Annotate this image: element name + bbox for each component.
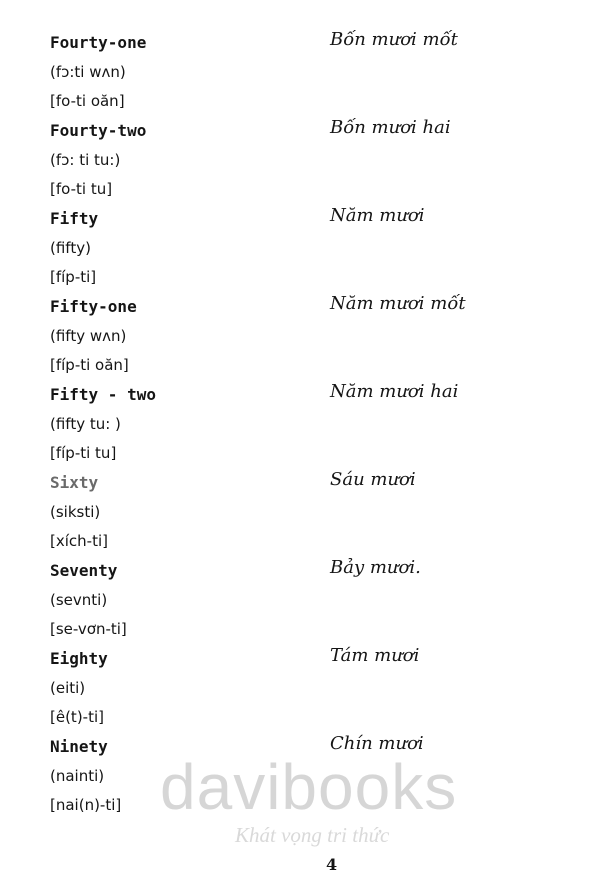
entry-51 bbox=[0, 293, 600, 385]
vietnamese-meaning: Chín mươi bbox=[330, 733, 424, 754]
vietnamese-meaning: Năm mươi bbox=[330, 205, 425, 226]
ipa-pronunciation: (eiti) bbox=[50, 679, 86, 697]
vietnamese-meaning: Năm mươi mốt bbox=[330, 293, 466, 314]
vietnamese-pronunciation: [fíp-ti] bbox=[50, 268, 97, 286]
english-word: Fifty bbox=[50, 209, 99, 228]
english-word: Fifty-one bbox=[50, 297, 137, 316]
vietnamese-pronunciation: [fíp-ti oăn] bbox=[50, 356, 129, 374]
entry-41 bbox=[0, 29, 600, 121]
ipa-pronunciation: (fɔ: ti tu:) bbox=[50, 151, 121, 169]
ipa-pronunciation: (fifty wʌn) bbox=[50, 327, 127, 345]
entry-90 bbox=[0, 733, 600, 825]
english-word: Fourty-one bbox=[50, 33, 147, 52]
english-word: Seventy bbox=[50, 561, 118, 580]
english-word: Sixty bbox=[50, 473, 99, 492]
watermark-slogan: Khát vọng tri thức bbox=[235, 823, 390, 847]
vietnamese-pronunciation: [se-vơn-ti] bbox=[50, 620, 127, 638]
vietnamese-pronunciation: [ê(t)-ti] bbox=[50, 708, 104, 726]
vietnamese-pronunciation: [nai(n)-ti] bbox=[50, 796, 122, 814]
ipa-pronunciation: (sevnti) bbox=[50, 591, 108, 609]
vietnamese-pronunciation: [fíp-ti tu] bbox=[50, 444, 117, 462]
ipa-pronunciation: (fɔ:ti wʌn) bbox=[50, 63, 126, 81]
english-word: Fourty-two bbox=[50, 121, 147, 140]
ipa-pronunciation: (fifty tu: ) bbox=[50, 415, 121, 433]
page-number: 4 bbox=[326, 855, 338, 874]
entry-52 bbox=[0, 381, 600, 473]
entry-80 bbox=[0, 645, 600, 737]
vietnamese-meaning: Năm mươi hai bbox=[330, 381, 459, 402]
entry-60 bbox=[0, 469, 600, 561]
vietnamese-meaning: Bảy mươi. bbox=[330, 557, 421, 578]
vietnamese-meaning: Sáu mươi bbox=[330, 469, 416, 490]
vietnamese-pronunciation: [xích-ti] bbox=[50, 532, 108, 550]
english-word: Ninety bbox=[50, 737, 108, 756]
english-word: Fifty - two bbox=[50, 385, 156, 404]
vietnamese-meaning: Bốn mươi mốt bbox=[330, 29, 458, 50]
vietnamese-meaning: Bốn mươi hai bbox=[330, 117, 451, 138]
ipa-pronunciation: (siksti) bbox=[50, 503, 101, 521]
entry-50 bbox=[0, 205, 600, 297]
english-word: Eighty bbox=[50, 649, 108, 668]
vietnamese-pronunciation: [fo-ti tu] bbox=[50, 180, 113, 198]
vietnamese-meaning: Tám mươi bbox=[330, 645, 420, 666]
ipa-pronunciation: (fifty) bbox=[50, 239, 91, 257]
vietnamese-pronunciation: [fo-ti oăn] bbox=[50, 92, 125, 110]
entry-70 bbox=[0, 557, 600, 649]
entry-42 bbox=[0, 117, 600, 209]
watermark-logo: davibooks bbox=[160, 751, 458, 823]
ipa-pronunciation: (nainti) bbox=[50, 767, 105, 785]
